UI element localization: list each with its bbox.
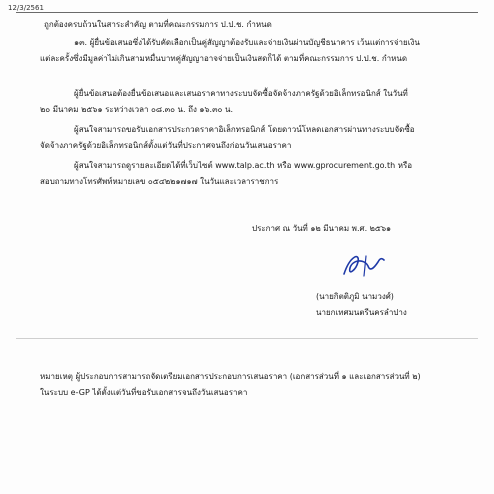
note-line-1: หมายเหตุ ผู้ประกอบการสามารถจัดเตรียมเอกสารประกอบการเสนอราคา (เอกสารส่วนที่ ๑ และเอกสารส่วนที่ ๒) — [40, 372, 421, 381]
body-line-5: ๒๐ มีนาคม ๒๕๖๑ ระหว่างเวลา ๐๘.๓๐ น. ถึง ๑๖.๓๐ น. — [40, 105, 233, 114]
announcement-date: ประกาศ ณ วันที่ ๑๒ มีนาคม พ.ศ. ๒๕๖๑ — [252, 224, 392, 233]
body-line-8: ผู้สนใจสามารถดูรายละเอียดได้ที่เว็บไซต์ www.talp.ac.th หรือ www.gprocurement.go.th หรือ — [74, 161, 413, 170]
signature-mark — [338, 250, 388, 280]
date-stamp: 12/3/2561 — [8, 4, 44, 12]
note-divider — [16, 338, 478, 339]
body-line-2: ๑๓. ผู้ยื่นข้อเสนอซึ่งได้รับคัดเลือกเป็นคู่สัญญาต้องรับและจ่ายเงินผ่านบัญชีธนาคาร เว้นแต่การจ่ายเงิน — [74, 38, 420, 47]
body-line-6: ผู้สนใจสามารถขอรับเอกสารประกวดราคาอิเล็กทรอนิกส์ โดยดาวน์โหลดเอกสารผ่านทางระบบจัดซื้อ — [74, 125, 415, 134]
top-divider — [16, 12, 478, 13]
note-line-2: ในระบบ e-GP ได้ตั้งแต่วันที่ขอรับเอกสารจนถึงวันเสนอราคา — [40, 388, 248, 397]
signatory-title: นายกเทศมนตรีนครลำปาง — [316, 308, 407, 317]
body-line-7: จัดจ้างภาครัฐด้วยอิเล็กทรอนิกส์ตั้งแต่วันที่ประกาศจนถึงก่อนวันเสนอราคา — [40, 141, 292, 150]
body-line-4: ผู้ยื่นข้อเสนอต้องยื่นข้อเสนอและเสนอราคาทางระบบจัดซื้อจัดจ้างภาครัฐด้วยอิเล็กทรอนิกส์ ในวันที่ — [74, 89, 408, 98]
body-line-9: สอบถามทางโทรศัพท์หมายเลข ๐๕๔๒๒๑๗๑๗ ในวันและเวลาราชการ — [40, 177, 279, 186]
body-line-3: แต่ละครั้งซึ่งมีมูลค่าไม่เกินสามหมื่นบาทคู่สัญญาอาจจ่ายเป็นเงินสดก็ได้ ตามที่คณะกรรมการ ป.ป.ช. กำหนด — [40, 54, 408, 63]
body-line-1: ถูกต้องครบถ้วนในสาระสำคัญ ตามที่คณะกรรมการ ป.ป.ช. กำหนด — [44, 20, 272, 29]
signatory-name: (นายกิตติภูมิ นามวงศ์) — [316, 292, 394, 301]
